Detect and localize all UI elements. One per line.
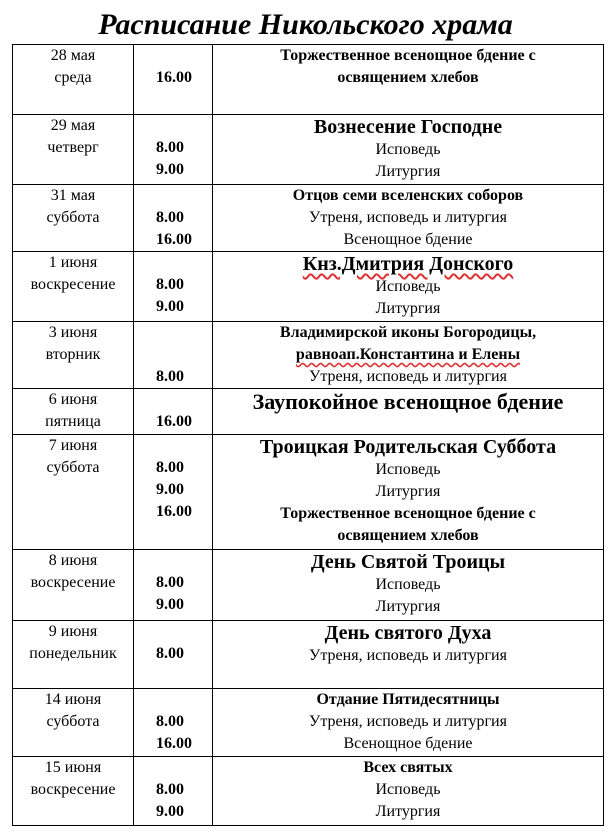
service-cell — [213, 115, 604, 185]
date-cell — [13, 185, 134, 252]
service-time: 16.00 — [156, 69, 192, 86]
time-spacer — [134, 252, 212, 274]
feast-name: Торжественное всенощное бдение с — [280, 47, 536, 64]
weekday-text: суббота — [46, 713, 100, 730]
service-line: освящением хлебов — [337, 527, 479, 544]
schedule-row — [13, 115, 604, 185]
service-cell — [213, 550, 604, 621]
feast-name: Кнз.Дмитрия Донского — [302, 253, 514, 275]
schedule-row — [13, 621, 604, 689]
service-line: Исповедь — [375, 781, 441, 798]
service-line: Литургия — [375, 300, 441, 317]
weekday-text: среда — [54, 69, 92, 86]
time-spacer — [134, 757, 212, 779]
service-time: 9.00 — [156, 803, 184, 820]
time-cell — [134, 115, 213, 185]
schedule-row — [13, 757, 604, 826]
schedule-row — [13, 435, 604, 550]
service-line: освящением хлебов — [337, 69, 479, 86]
time-spacer — [134, 322, 212, 344]
weekday-text: суббота — [46, 209, 100, 226]
service-line: Утреня, исповедь и литургия — [309, 647, 507, 664]
service-line: Исповедь — [375, 576, 441, 593]
time-cell — [134, 45, 213, 115]
service-line: Всенощное бдение — [343, 735, 473, 752]
service-line: Исповедь — [375, 141, 441, 158]
service-time: 8.00 — [156, 574, 184, 591]
service-cell — [213, 45, 604, 115]
feast-name: Отцов семи вселенских соборов — [292, 187, 524, 204]
service-time: 8.00 — [156, 713, 184, 730]
time-cell — [134, 322, 213, 389]
time-cell — [134, 689, 213, 757]
date-cell — [13, 757, 134, 826]
schedule-row — [13, 252, 604, 322]
service-line: Утреня, исповедь и литургия — [309, 209, 507, 226]
service-line: Исповедь — [375, 278, 441, 295]
date-text: 31 мая — [50, 187, 96, 204]
service-cell — [213, 389, 604, 435]
service-time: 9.00 — [156, 481, 184, 498]
feast-name: День Святой Троицы — [310, 551, 506, 573]
service-time: 8.00 — [156, 139, 184, 156]
service-line: Торжественное всенощное бдение с — [280, 505, 536, 522]
schedule-row — [13, 322, 604, 389]
service-time: 9.00 — [156, 596, 184, 613]
date-text: 1 июня — [48, 254, 98, 271]
time-spacer — [134, 185, 212, 207]
time-cell — [134, 757, 213, 826]
time-cell — [134, 435, 213, 550]
time-cell — [134, 185, 213, 252]
service-time: 8.00 — [156, 781, 184, 798]
service-line: Литургия — [375, 483, 441, 500]
service-line: Литургия — [375, 163, 441, 180]
service-cell — [213, 185, 604, 252]
date-text: 6 июня — [48, 391, 98, 408]
date-cell — [13, 435, 134, 550]
weekday-text: воскресение — [30, 574, 116, 591]
service-time: 16.00 — [156, 735, 192, 752]
date-text: 15 июня — [44, 759, 102, 776]
date-text: 3 июня — [48, 324, 98, 341]
date-text: 28 мая — [50, 47, 96, 64]
feast-name: День святого Духа — [324, 622, 492, 644]
time-spacer — [134, 550, 212, 572]
date-cell — [13, 621, 134, 689]
time-spacer — [134, 45, 212, 67]
time-cell — [134, 389, 213, 435]
service-cell — [213, 757, 604, 826]
service-time: 8.00 — [156, 645, 184, 662]
time-spacer — [134, 689, 212, 711]
service-cell — [213, 435, 604, 550]
date-text: 14 июня — [44, 691, 102, 708]
service-line: Исповедь — [375, 461, 441, 478]
weekday-text: воскресение — [30, 276, 116, 293]
date-cell — [13, 45, 134, 115]
feast-name: Всех святых — [363, 759, 453, 776]
time-spacer — [134, 115, 212, 137]
weekday-text: понедельник — [29, 645, 117, 662]
time-cell — [134, 550, 213, 621]
service-time: 9.00 — [156, 161, 184, 178]
page-title: Расписание Никольского храма — [98, 8, 513, 41]
schedule-row — [13, 550, 604, 621]
service-line: Утреня, исповедь и литургия — [309, 368, 507, 385]
service-time: 16.00 — [156, 503, 192, 520]
date-text: 7 июня — [48, 437, 98, 454]
weekday-text: четверг — [47, 139, 99, 156]
service-cell — [213, 689, 604, 757]
date-text: 8 июня — [48, 552, 98, 569]
date-cell — [13, 252, 134, 322]
service-line: Литургия — [375, 598, 441, 615]
service-cell — [213, 322, 604, 389]
date-cell — [13, 550, 134, 621]
schedule-row — [13, 689, 604, 757]
date-text: 29 мая — [50, 117, 96, 134]
service-line: Всенощное бдение — [343, 231, 473, 248]
time-spacer — [134, 435, 212, 457]
weekday-text: воскресение — [30, 781, 116, 798]
schedule-row — [13, 45, 604, 115]
service-line: Литургия — [375, 803, 441, 820]
schedule-body — [13, 45, 604, 826]
service-cell — [213, 621, 604, 689]
schedule-row — [13, 389, 604, 435]
service-time: 9.00 — [156, 298, 184, 315]
schedule-table — [12, 44, 604, 826]
weekday-text: суббота — [46, 459, 100, 476]
feast-name: Вознесение Господне — [313, 116, 503, 138]
service-time: 16.00 — [156, 231, 192, 248]
service-time: 8.00 — [156, 276, 184, 293]
time-cell — [134, 252, 213, 322]
date-cell — [13, 322, 134, 389]
feast-name: Заупокойное всенощное бдение — [252, 389, 564, 414]
schedule-row — [13, 185, 604, 252]
service-time: 16.00 — [156, 413, 192, 430]
weekday-text: пятница — [45, 413, 101, 430]
time-spacer — [134, 344, 212, 366]
time-cell — [134, 621, 213, 689]
service-cell — [213, 252, 604, 322]
feast-name: Отдание Пятидесятницы — [316, 691, 500, 708]
date-cell — [13, 389, 134, 435]
feast-name: Владимирской иконы Богородицы, — [279, 324, 537, 341]
time-spacer — [134, 389, 212, 411]
service-time: 8.00 — [156, 368, 184, 385]
feast-name: Троицкая Родительская Суббота — [259, 436, 557, 458]
date-cell — [13, 689, 134, 757]
service-time: 8.00 — [156, 209, 184, 226]
date-cell — [13, 115, 134, 185]
date-text: 9 июня — [48, 623, 98, 640]
service-time: 8.00 — [156, 459, 184, 476]
weekday-text: вторник — [45, 346, 101, 363]
service-line: равноап.Константина и Елены — [295, 346, 521, 363]
time-spacer — [134, 621, 212, 643]
service-line: Утреня, исповедь и литургия — [309, 713, 507, 730]
